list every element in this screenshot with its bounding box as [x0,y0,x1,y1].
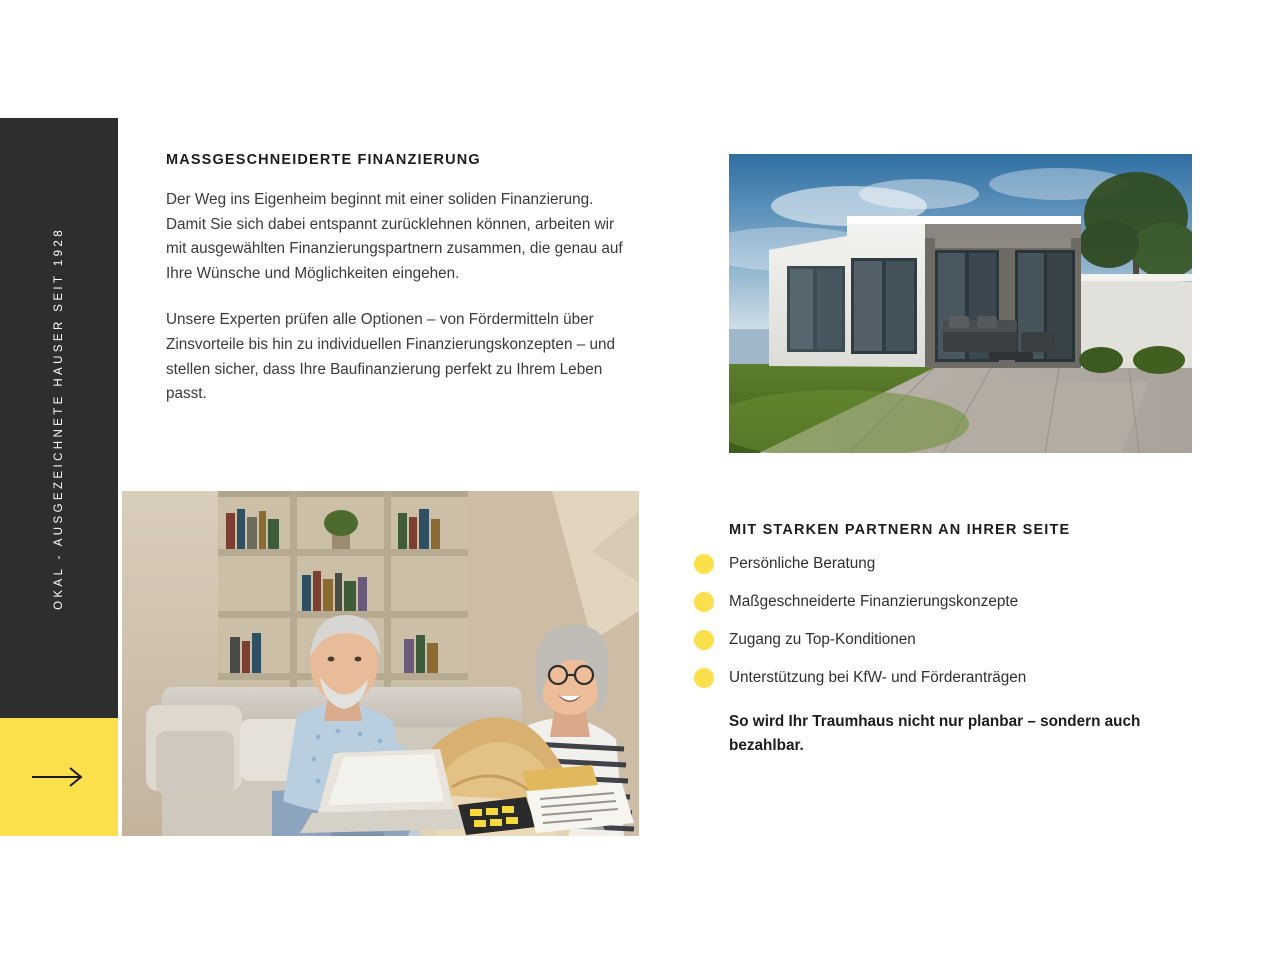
partners-heading: MIT STARKEN PARTNERN AN IHRER SEITE [729,522,1071,538]
bullet-dot-icon [694,630,714,650]
closing-statement: So wird Ihr Traumhaus nicht nur planbar – sondern auch bezahlbar. [729,713,1141,754]
list-item [729,592,1229,612]
brand-text: OKAL - AUSGEZEICHNETE HÄUSER SEIT 1928 [53,226,65,610]
list-item-label: Zugang zu Top-Konditionen [729,631,916,648]
list-item [729,554,1229,574]
partners-block [729,522,1229,758]
list-item-label: Unterstützung bei KfW- und Förderanträgen [729,669,1027,686]
financing-text-block [166,152,636,407]
brand-vertical-label [0,118,118,718]
bullet-dot-icon [694,592,714,612]
consultation-photo [122,491,639,836]
partners-list [729,554,1229,688]
paragraph-2: Unsere Experten prüfen alle Optionen – von Fördermitteln über Zinsvorteile bis hin zu individuellen Finanzierungskonzepten – und stellen sicher, dass Ihre Baufinanzierung perfekt zu Ihrem Leben passt. [166,311,615,403]
list-item-label: Maßgeschneiderte Finanzierungskonzepte [729,593,1019,610]
list-item [729,668,1229,688]
next-slide-button[interactable] [0,718,118,836]
list-item-label: Persönliche Beratung [729,555,876,572]
page-title: MASSGESCHNEIDERTE FINANZIERUNG [166,152,481,168]
house-photo [729,154,1192,453]
arrow-right-icon [30,765,88,789]
bullet-dot-icon [694,554,714,574]
sidebar [0,118,118,718]
paragraph-1: Der Weg ins Eigenheim beginnt mit einer soliden Finanzierung. Damit Sie sich dabei entspannt zurücklehnen können, arbeiten wir mit ausgewählten Finanzierungspartnern zusammen, die genau auf Ihre Wünsche und Möglichkeiten eingehen. [166,191,623,282]
list-item [729,630,1229,650]
bullet-dot-icon [694,668,714,688]
